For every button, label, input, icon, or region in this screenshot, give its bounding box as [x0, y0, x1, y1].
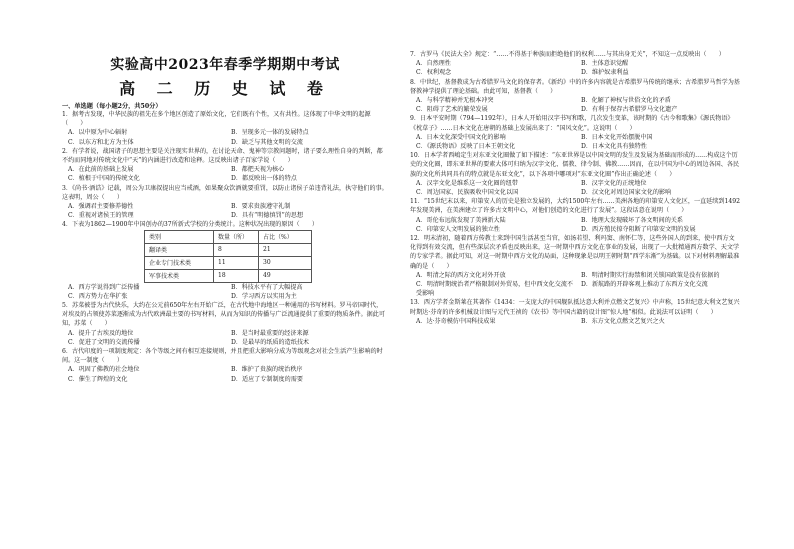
answer-option: A．西方学说得到广泛传播 — [68, 283, 140, 291]
option-list — [410, 271, 740, 299]
option-list — [410, 179, 740, 197]
question-stem: 5．苏菜被誉为古代快乐，大约在公元前650年左右开始广泛，在古代地中海地区一种通用的书写材料。罗马帝国时代，对埃及的占领使苏菜逐渐成为古代欧洲最主要的书写材料，从而为知识的传播与广泛流通提供了重要的物质条件。据此可知，苏菜（ ） — [62, 302, 385, 328]
answer-option: D．新航路的开辟客观上推动了东西方文化交流 — [581, 281, 708, 289]
question-stem: 12．明末清初，随着西方传教士来到中国生活甚至当官，如汤若望、利玛窦、南怀仁等，这些外国人的到来，使中西方文化得到有效交流，但有些深层次矛盾也反映出来，这一时期中西方文化在事业的发展，出现了一大批精通西方数学、天文学的专家学者。据此可知，对这一时期中西方文化的局面，这种现象是以明王朝时期“西学东渐”为基础。以下对材料理解最准确的是（ ） — [410, 235, 740, 270]
question-block — [410, 151, 740, 197]
answer-option: A．以中原为中心辐射 — [68, 129, 128, 137]
question-stem: 13．西方学者金斯莱在其著作《1434：一支庞大的中国舰队抵达意大利并点燃文艺复兴》中声称，15世纪意大利文艺复兴时期达·芬奇的许多机械设计图与元代王祯的《农书》等中国古籍的设计图“惊人地”相似。此说法可以证明（ ） — [410, 299, 740, 316]
question-block — [410, 78, 740, 115]
option-list — [62, 283, 388, 301]
table-header-cell: 数量（所） — [214, 230, 259, 243]
question-block — [410, 114, 740, 151]
answer-option: D．有利于保存古希腊罗马文化遗产 — [581, 106, 678, 114]
answer-option: B．主体意识觉醒 — [581, 60, 629, 68]
exam-subtitle: 高 二 历 史 试 卷 — [119, 79, 331, 98]
school-stats-table — [144, 230, 312, 283]
table-cell: 30 — [259, 256, 312, 269]
answer-option: B．维护了贵族的统治秩序 — [231, 366, 303, 374]
answer-option: A．在此前的基础上发展 — [68, 166, 134, 174]
question-stem: 7．古罗马《民法大全》规定：“……不得基于种族而拒绝他们的权利……与其出身无关”，不知这一点反映出（ ） — [410, 51, 725, 58]
option-list — [62, 329, 388, 347]
answer-option: D．具有“明德慎罚”的思想 — [231, 212, 304, 220]
question-block — [62, 220, 388, 229]
answer-option: A．哥伦布远航发现了美洲新大陆 — [416, 216, 506, 224]
answer-option: B．要求贵族遵守礼制 — [231, 203, 291, 211]
answer-option: D．西方殖民掠夺阻断了印第安文明的发展 — [581, 225, 696, 233]
answer-option: C．阻碍了艺术的繁荣发展 — [416, 106, 488, 114]
question-block — [410, 298, 740, 326]
question-stem: 10．日本学者西嶋定生对东亚文化圈做了如下描述：“东亚世界是以中国文明的发生及发展为基础而形成的……构成这个历史的文化圈，即东亚世界的要素大体可归纳为汉字文化、儒教、律令制、佛教……因而，在以中国为中心的周边各国、各民族的文化所共同具有的特点就是东亚文化”，以下各项中哪项对“东亚文化圈”作出正确论述（ ） — [410, 152, 740, 178]
answer-option: C．印第安人文明发展的独立性 — [416, 225, 500, 233]
answer-option: A．汉字文化是维系这一文化圈的纽带 — [416, 179, 518, 187]
option-list — [410, 59, 740, 77]
answer-option: B．化解了神权与世俗文化的矛盾 — [581, 97, 671, 105]
option-list — [62, 365, 388, 383]
answer-option: B．科技水平有了大幅提高 — [231, 283, 303, 291]
answer-option: C．以东方和北方为主体 — [68, 138, 134, 146]
answer-option: C．促进了文明的交流传播 — [68, 338, 140, 346]
answer-option: D．学习西方以实用为主 — [231, 292, 297, 300]
table-header-row — [145, 230, 312, 243]
table-row — [145, 256, 312, 269]
option-list — [410, 96, 740, 114]
question-stem: 3．《尚书·酒诰》记载，周公为卫康叔提出应当戒酒，如果聚众饮酒就要重罚，以防止诸侯子弟违背礼法，执守他们的事。这表明，周公（ ） — [62, 184, 388, 201]
question-block — [62, 347, 388, 384]
answer-option: B．日本文化开始摆脱中国 — [581, 133, 653, 141]
answer-option: C．明清时期统治者严格限制对外贸易，但中西文化交流不受影响 — [416, 281, 574, 298]
table-cell: 11 — [214, 256, 259, 269]
answer-option: D．缺乏与其他文明的交流 — [231, 138, 303, 146]
answer-option: A．与科学精神并无根本冲突 — [416, 97, 494, 105]
answer-option: B．汉字文化的正统地位 — [581, 179, 647, 187]
right-column — [410, 50, 740, 326]
answer-option: A．提升了古埃及的地位 — [68, 329, 134, 337]
answer-option: D．汉文化对周边国家文化的影响 — [581, 189, 672, 197]
option-list — [62, 165, 388, 183]
answer-option: B．明清时期实行海禁和闭关锁国政策是没有依据的 — [581, 271, 720, 279]
answer-option: B．都把天视为核心 — [231, 166, 285, 174]
question-block — [62, 110, 388, 147]
table-row — [145, 269, 312, 282]
question-stem: 11．“15世纪末以来，印第安人的历史是独立发展的，大约1500年左右……美洲各地的印第安人文化区，一直延续到1492年发现美洲，在美洲建立了许多古文明中心，对他们创造的文化进行了发展”。这段话意在说明（ ） — [410, 198, 740, 215]
answer-option: D．是最早的纸质的造纸技术 — [231, 338, 310, 346]
answer-option: B．东方文化点燃文艺复兴之火 — [581, 317, 665, 325]
answer-option: D．维护奴隶利益 — [581, 69, 629, 77]
answer-option: A．强调君主要修养德性 — [68, 203, 134, 211]
question-stem: 6．古代印度的一项制度规定：各个等级之间有相互连接规则，并且把重大影响分成为等级观念对社会生活产生影响的时间。这一制度（ ） — [62, 348, 383, 365]
question-stem: 4．下表为1862—1900年中国创办的37所新式学校的分类统计。这种状况出现的原因（ ） — [62, 221, 318, 229]
answer-option: A．自然理性 — [416, 60, 451, 68]
answer-option: A．达·芬奇模仿中国科技成果 — [416, 317, 496, 325]
table-cell: 21 — [259, 243, 312, 256]
exam-title: 实验高中2023年春季学期期中考试 — [110, 57, 340, 73]
option-list — [62, 128, 388, 146]
option-list — [410, 317, 740, 326]
question-stem: 9．日本平安时期（794—1192年），日本人开始用汉字书写和歌，几次发生变革，该时期的《古今和歌集》《源氏物语》《枕草子》……日本文化在唐朝的基础上发展出来了：“国风文化”。这说明（ ） — [410, 115, 734, 132]
table-cell: 企业专门技术类 — [145, 256, 214, 269]
question-block — [410, 234, 740, 298]
answer-option: C．周边国家、民族吸收中国文化以国 — [416, 189, 519, 197]
answer-option: C．植根于中国的传统文化 — [68, 175, 140, 183]
question-stem: 1．据考古发现，中华民族的祖先在多个地区创造了原始文化，它们既有个性，又有共性。这体现了中华文明的起源（ ） — [62, 111, 371, 128]
table-cell: 8 — [214, 243, 259, 256]
left-question-list-2 — [62, 283, 388, 384]
answer-option: C．权利观念 — [416, 69, 452, 77]
question-block — [410, 197, 740, 234]
left-question-list — [62, 110, 388, 230]
answer-option: A．巩固了佛教的社会地位 — [68, 366, 140, 374]
answer-option: A．明清之际的西方文化对外开放 — [416, 271, 506, 279]
question-block — [62, 184, 388, 221]
table-header-cell: 占比（%） — [259, 230, 312, 243]
question-block — [410, 50, 740, 78]
answer-option: D．适应了专制制度的需要 — [231, 375, 303, 383]
option-list — [410, 216, 740, 234]
table-cell: 翻译类 — [145, 243, 214, 256]
question-block — [62, 283, 388, 301]
answer-option: B．是当时最重要的经济来源 — [231, 329, 309, 337]
left-column — [62, 110, 388, 384]
question-block — [62, 147, 388, 184]
option-list — [410, 133, 740, 151]
table-row — [145, 243, 312, 256]
option-list — [62, 202, 388, 220]
answer-option: C．催生了辉煌的文化 — [68, 375, 128, 383]
table-cell: 军事技术类 — [145, 269, 214, 282]
answer-option: B．地理大发现破坏了各文明间的关系 — [581, 216, 683, 224]
right-question-list — [410, 50, 740, 326]
answer-option: C．西方势力在华扩张 — [68, 292, 128, 300]
answer-option: A．日本文化深受中国文化的影响 — [416, 133, 506, 141]
table-cell: 18 — [214, 269, 259, 282]
table-header-cell: 类别 — [145, 230, 214, 243]
answer-option: C．《源氏物语》反映了日本王朝文化 — [416, 143, 516, 151]
answer-option: B．呈现多元一体的发展特点 — [231, 129, 309, 137]
question-block — [62, 301, 388, 347]
answer-option: C．重视对诸侯王的管理 — [68, 212, 134, 220]
answer-option: D．都反映出一体的特点 — [231, 175, 297, 183]
answer-option: D．日本文化具有独特性 — [581, 143, 647, 151]
table-cell: 49 — [259, 269, 312, 282]
question-stem: 2．有学者说，战国诸子的思想主要是关注现实世界的，在讨论天命、鬼神等宗教问题时，诸子要么理性自身的判断，都不约而同地对传统文化中“天”的内涵进行改造和诠释。这反映出诸子百家学说（ ） — [62, 147, 383, 165]
section-heading: 一、单选题（每小题2分，共50分） — [62, 103, 162, 110]
question-stem: 8．中世纪，基督教成为古希腊罗马文化的保存者。《新约》中的许多内容就是古希腊罗马传统的继承；古希腊罗马哲学为基督教神学提供了理论基础。由此可知，基督教（ ） — [410, 78, 740, 95]
